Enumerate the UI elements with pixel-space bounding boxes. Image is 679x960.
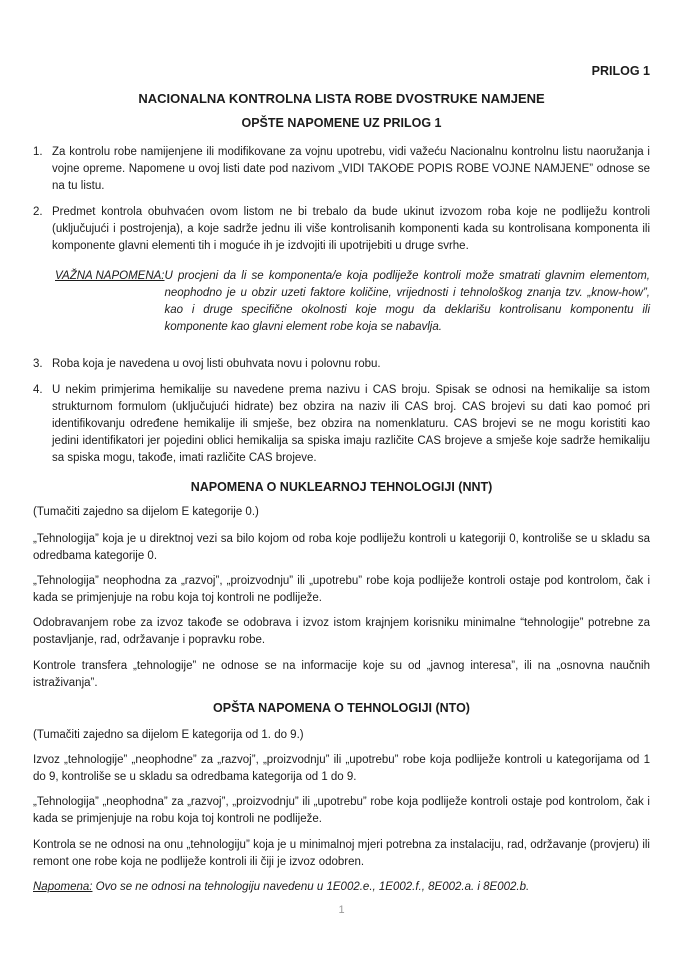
nnt-paragraph-3: Odobravanjem robe za izvoz takođe se odobrava i izvoz istom krajnjem korisniku minimalne “tehnologije” potrebne za postavljanje, rad, održavanje i popravku robe. — [33, 617, 650, 646]
nnt-paragraph-4: Kontrole transfera „tehnologije” ne odnose se na informacije koje su od „javnog interesa”, ili na „osnovna naučnih istraživanja”. — [33, 660, 650, 689]
note-text: U nekim primjerima hemikalije su navedene prema nazivu i CAS broju. Spisak se odnosi na hemikalije sa istom strukturnom formulom (uključujući hidrate) bez obzira na naziv ili CAS broj. CAS brojevi su dati kao pomoć pri identifikovanju određene hemikalije ili smješe, bez obzira na nomenklaturu. CAS brojevi se ne mogu koristiti kao jedini identifikatori jer pojedini oblici hemikalija sa spiska imaju različite CAS brojeve a smješe koje sadrže hemikaliju sa spiska mogu, takođe, imati različite CAS brojeve. — [52, 384, 650, 464]
important-note-label: VAŽNA NAPOMENA: — [55, 270, 165, 282]
note-text: Za kontrolu robe namijenjene ili modifikovane za vojnu upotrebu, vidi važeću Nacionalnu kontrolnu listu naoružanja i vojne opreme. Napomene u ovoj listi date pod nazivom „VIDI TAKOĐE POPIS ROBE VOJNE NAMJENE” odnose se na tu listu. — [52, 146, 650, 192]
note-text: Roba koja je navedena u ovoj listi obuhvata novu i polovnu robu. — [52, 358, 381, 370]
section-heading-nto: OPŠTA NAPOMENA O TEHNOLOGIJI (NTO) — [213, 701, 470, 715]
page-number: 1 — [338, 904, 345, 916]
footnote — [33, 879, 650, 896]
note-number: 4. — [33, 384, 43, 396]
footnote-text: Ovo se ne odnosi na tehnologiju navedenu u 1E002.e., 1E002.f., 8E002.a. i 8E002.b. — [95, 881, 530, 893]
note-text: Predmet kontrola obuhvaćen ovom listom ne bi trebalo da bude ukinut izvozom roba koje ne podliježu kontroli (uključujući i postrojenja), a koje sadrže jednu ili više kontrolisanih komponenti kada su kontrolisana komponenta ili komponente glavni elementi tih i moguće ih je izdvojiti ili upotrijebiti u druge svrhe. — [52, 206, 650, 252]
footnote-label: Napomena: — [33, 881, 93, 893]
nnt-paragraph-1: „Tehnologija” koja je u direktnoj vezi sa bilo kojom od roba koje podliježu kontroli u kategoriji 0, kontroliše se u skladu sa odredbama kategorije 0. — [33, 533, 650, 562]
nnt-paragraph-2: „Tehnologija” neophodna za „razvoj”, „proizvodnju” ili „upotrebu” robe koja podliježe kontroli ostaje pod kontrolom, čak i kada se primjenjuje na robu koja toj kontroli ne podliježe. — [33, 575, 650, 604]
note-number: 1. — [33, 146, 43, 158]
general-note-2 — [33, 204, 650, 255]
nto-scope-note: (Tumačiti zajedno sa dijelom E kategorija od 1. do 9.) — [33, 729, 304, 741]
page-title: NACIONALNA KONTROLNA LISTA ROBE DVOSTRUKE NAMJENE — [138, 91, 545, 106]
nto-paragraph-1: Izvoz „tehnologije” „neophodne” za „razvoj”, „proizvodnju” ili „upotrebu” robe koja podliježe kontroli u kategorijama od 1 do 9, kontroliše se u skladu sa odredbama kategorija od 1 do 9. — [33, 754, 650, 783]
nto-paragraph-3: Kontrola se ne odnosi na onu „tehnologiju” koja je u minimalnoj mjeri potrebna za instalaciju, rad, održavanje (provjeru) ili remont one robe koja ne podliježe kontroli ili čiji je izvoz odobren. — [33, 839, 650, 868]
general-note-4 — [33, 382, 650, 467]
nto-paragraph-2: „Tehnologija” „neophodna” za „razvoj”, „proizvodnju” ili „upotrebu” robe koja podliježe kontroli ostaje pod kontrolom, čak i kada se primjenjuje na robu koja toj kontroli ne podliježe. — [33, 796, 650, 825]
general-note-3 — [33, 356, 650, 373]
general-note-1 — [33, 144, 650, 195]
note-number: 3. — [33, 358, 43, 370]
note-number: 2. — [33, 206, 43, 218]
corner-label: PRILOG 1 — [591, 64, 650, 78]
section-heading-nnt: NAPOMENA O NUKLEARNOJ TEHNOLOGIJI (NNT) — [190, 480, 493, 494]
important-note — [55, 268, 650, 336]
important-note-text: U procjeni da li se komponenta/e koja podliježe kontroli može smatrati glavnim elementom, neophodno je u obzir uzeti faktore količine, vrijednosti i tehnološkog znanja tzv. „know-how”, kao i druge specifične okolnosti koje mogu da deklarišu kontrolisanu komponentu ili komponente kao glavni element robe koja se nabavlja. — [164, 270, 650, 333]
page-subtitle: OPŠTE NAPOMENE UZ PRILOG 1 — [241, 116, 442, 130]
nnt-scope-note: (Tumačiti zajedno sa dijelom E kategorije 0.) — [33, 506, 259, 518]
